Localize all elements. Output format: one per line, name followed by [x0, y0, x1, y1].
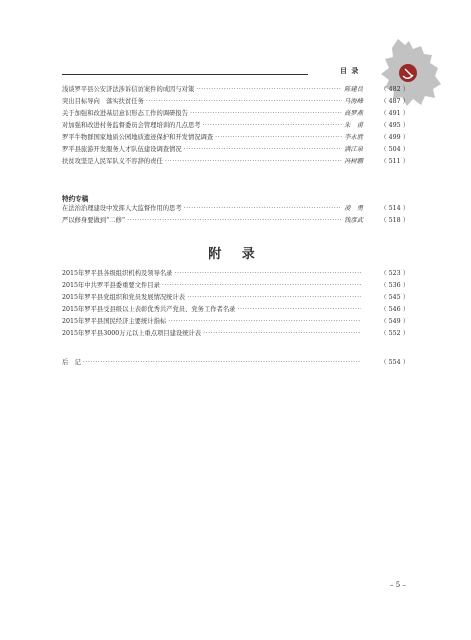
toc-entry[interactable]: 对加强和改进村务监督委员会管理培训的几点思考 ····· 朱 甫 （ 495 ）	[62, 120, 409, 132]
header-rule	[62, 74, 308, 75]
toc-afterword	[62, 357, 409, 369]
toc-entry[interactable]: 后 记 ····· （ 554 ）	[62, 357, 409, 369]
toc-entry[interactable]: 关于加强和改进基层意识形态工作的调研报告 ····· 高罗燕 （ 491 ）	[62, 108, 409, 120]
toc-entry[interactable]: 2015年罗平县3000万元以上重点项目建设统计表 ····· （ 552 ）	[62, 328, 409, 340]
toc-section-2	[62, 203, 409, 227]
toc-appendix	[62, 268, 409, 340]
toc-entry[interactable]: 浅谈罗平县公安济法涉诉信访案件的成因与对策 ····· 陈建良 （ 482 ）	[62, 84, 409, 96]
toc-entry[interactable]: 罗平县旅游开发服务人才队伍建设调查情况 ····· 满江泉 （ 504 ）	[62, 144, 409, 156]
toc-entry[interactable]: 2015年中共罗平县委重要文件目录 ····· （ 536 ）	[62, 280, 409, 292]
toc-entry[interactable]: 扶贫攻坚是人民军队义不容辞的责任 ····· 冯树鹏 （ 511 ）	[62, 156, 409, 168]
section-heading: 特约专稿	[62, 195, 89, 203]
party-emblem	[399, 64, 417, 82]
toc-entry[interactable]: 2015年罗平县受县级以上表彰优秀共产党员、党务工作者名录 ····· （ 546 ）	[62, 304, 409, 316]
toc-entry[interactable]: 2015年罗平县各级组织机构及领导名录 ····· （ 523 ）	[62, 268, 409, 280]
toc-entry[interactable]: 2015年罗平县国民经济主要统计指标 ····· （ 549 ）	[62, 316, 409, 328]
appendix-title: 附 录	[208, 247, 263, 262]
toc-entry[interactable]: 罗平牛物群国家地质公园地质遗迹保护和开发情况调查 ····· 李永胜 （ 499 ）	[62, 132, 409, 144]
page-number: – 5 –	[390, 581, 406, 589]
toc-section-1	[62, 84, 409, 168]
toc-entry[interactable]: 严以修身要做到“二修” ····· 钱彦武 （ 518 ）	[62, 215, 409, 227]
header-title: 目 录	[340, 67, 360, 75]
toc-entry[interactable]: 突出目标导向 落实扶贫任务 ····· 马海峰 （ 487 ）	[62, 96, 409, 108]
toc-entry[interactable]: 在法治治理建设中发挥人大监督作用的思考 ····· 凌 勇 （ 514 ）	[62, 203, 409, 215]
toc-entry[interactable]: 2015年罗平县党组织和党员发展情况统计表 ····· （ 545 ）	[62, 292, 409, 304]
